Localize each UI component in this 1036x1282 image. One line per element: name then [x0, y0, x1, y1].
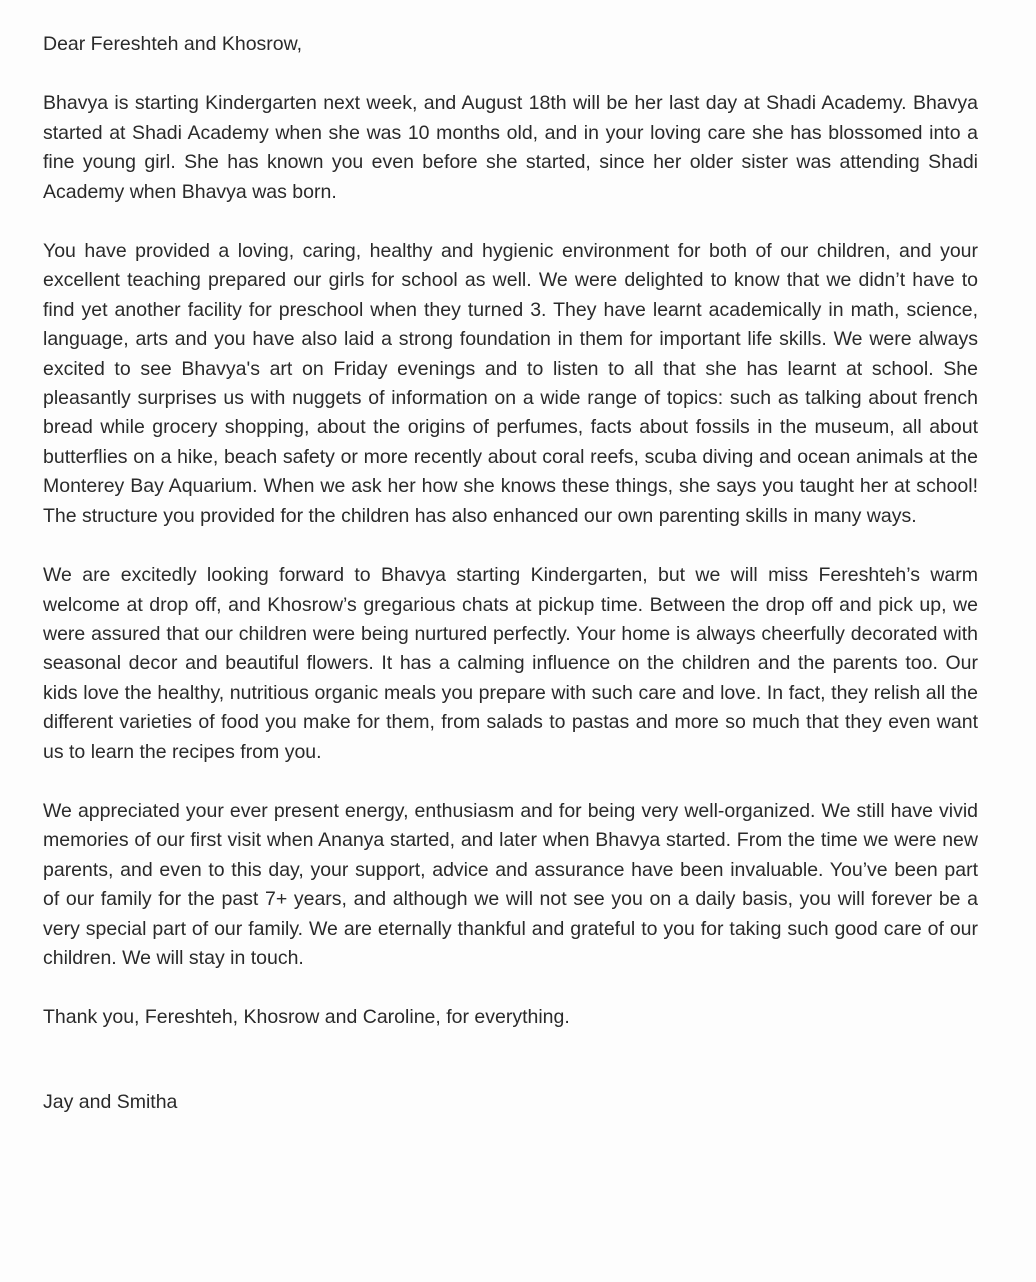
closing-line: Thank you, Fereshteh, Khosrow and Caroline, for everything. — [43, 1006, 570, 1029]
letter-body — [43, 30, 978, 1117]
salutation: Dear Fereshteh and Khosrow, — [43, 33, 303, 55]
paragraph-3: We are excitedly looking forward to Bhavya starting Kindergarten, but we will miss Fereshteh’s warm welcome at drop off, and Khosrow’s gregarious chats at pickup time. Between the drop off and pick up, we were assured that our children were being nurtured perfectly. Your home is always cheerfully decorated with seasonal decor and beautiful flowers. It has a calming influence on the children and the parents too. Our kids love the healthy, nutritious organic meals you prepare with such care and love. In fact, they relish all the different varieties of food you make for them, from salads to pastas and more so much that they even want us to learn the recipes from you. — [43, 564, 978, 763]
paragraph-1: Bhavya is starting Kindergarten next week, and August 18th will be her last day at Shadi Academy. Bhavya started at Shadi Academy when she was 10 months old, and in your loving care she has blossomed into a fine young girl. She has known you even before she started, since her older sister was attending Shadi Academy when Bhavya was born. — [43, 92, 978, 203]
paragraph-2: You have provided a loving, caring, healthy and hygienic environment for both of our children, and your excellent teaching prepared our girls for school as well. We were delighted to know that we didn’t have to find yet another facility for preschool when they turned 3. They have learnt academically in math, science, language, arts and you have also laid a strong foundation in them for important life skills. We were always excited to see Bhavya's art on Friday evenings and to listen to all that she has learnt at school. She pleasantly surprises us with nuggets of information on a wide range of topics: such as talking about french bread while grocery shopping, about the origins of perfumes, facts about fossils in the museum, all about butterflies on a hike, beach safety or more recently about coral reefs, scuba diving and ocean animals at the Monterey Bay Aquarium. When we ask her how she knows these things, she says you taught her at school! The structure you provided for the children has also enhanced our own parenting skills in many ways. — [43, 240, 978, 527]
signature: Jay and Smitha — [43, 1090, 178, 1113]
paragraph-4: We appreciated your ever present energy, enthusiasm and for being very well-organized. We still have vivid memories of our first visit when Ananya started, and later when Bhavya started. From the time we were new parents, and even to this day, your support, advice and assurance have been invaluable. You’ve been part of our family for the past 7+ years, and although we will not see you on a daily basis, you will forever be a very special part of our family. We are eternally thankful and grateful to you for taking such good care of our children. We will stay in touch. — [43, 799, 978, 969]
